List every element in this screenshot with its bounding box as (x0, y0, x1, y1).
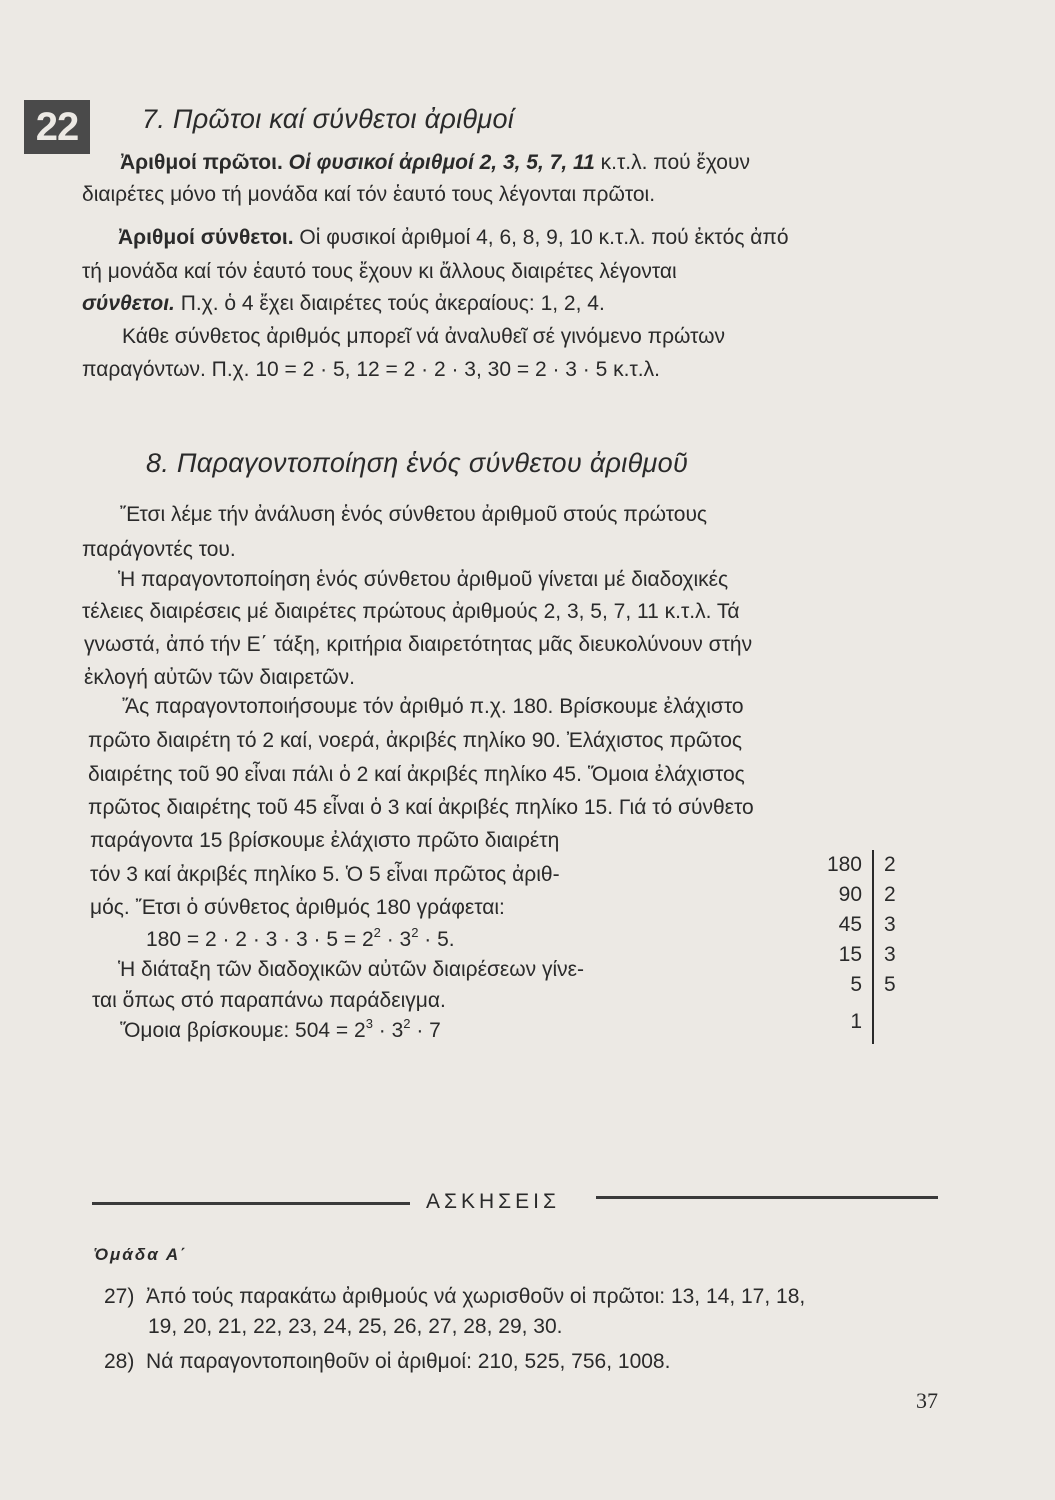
composite-definition-line-1 (118, 223, 789, 253)
section-8-line: ἐκλογή αὐτῶν τῶν διαιρετῶν. (84, 666, 355, 689)
formula-180-exp-2: 2 (411, 925, 419, 940)
factor-divisor: 3 (873, 940, 924, 970)
factor-row (812, 940, 924, 970)
factor-row (812, 970, 924, 1000)
exercise-27 (104, 1282, 805, 1312)
exercises-heading: ΑΣΚΗΣΕΙΣ (426, 1190, 560, 1213)
exercise-28 (104, 1347, 670, 1377)
composite-definition-line-3 (82, 289, 605, 319)
section-8-line: πρῶτος διαιρέτης τοῦ 45 εἶναι ὁ 3 καί ἀκριβές πηλίκο 15. Γιά τό σύνθετο (88, 796, 754, 819)
exercise-number: 28) (104, 1350, 135, 1373)
composite-line-1-rest: Οἱ φυσικοί ἀριθμοί 4, 6, 8, 9, 10 κ.τ.λ. πού ἐκτός ἀπό (293, 226, 789, 249)
formula-504-end: · 7 (410, 1019, 441, 1042)
section-8-line: Ἔτσι λέμε τήν ἀνάλυση ἑνός σύνθετου ἀριθμοῦ στούς πρώτους (120, 503, 708, 526)
composite-term: Ἀριθμοί σύνθετοι. (118, 226, 294, 249)
exercise-text: Ἀπό τούς παρακάτω ἀριθμούς νά χωρισθοῦν οἱ πρῶτοι: 13, 14, 17, 18, (146, 1285, 806, 1308)
factorization-statement-line-2: παραγόντων. Π.χ. 10 = 2 · 5, 12 = 2 · 2 · 3, 30 = 2 · 3 · 5 κ.τ.λ. (82, 358, 660, 381)
factor-number: 15 (838, 943, 862, 966)
exercise-27-continued: 19, 20, 21, 22, 23, 24, 25, 26, 27, 28, 29, 30. (148, 1315, 563, 1338)
formula-180-end: · 5. (418, 928, 455, 951)
factor-divisor (873, 1000, 924, 1044)
formula-180-lhs: 180 = 2 · 2 · 3 · 3 · 5 = 2 (146, 928, 374, 951)
chapter-badge: 22 (24, 100, 90, 154)
factorization-statement-line-1: Κάθε σύνθετος ἀριθμός μπορεῖ νά ἀναλυθεῖ σέ γινόμενο πρώτων (122, 325, 726, 348)
composite-definition-line-2: τή μονάδα καί τόν ἑαυτό τους ἔχουν κι ἄλλους διαιρέτες λέγονται (82, 260, 677, 283)
factor-number: 45 (838, 913, 862, 936)
prime-def-rest: κ.τ.λ. πού ἔχουν (594, 151, 750, 174)
factor-divisor: 2 (873, 850, 924, 880)
factor-number: 1 (850, 1010, 862, 1033)
formula-180 (146, 925, 455, 955)
factor-divisor: 5 (873, 970, 924, 1000)
section-8-line: τόν 3 καί ἀκριβές πηλίκο 5. Ὁ 5 εἶναι πρῶτος ἀριθ- (90, 863, 560, 886)
prime-examples: Οἱ φυσικοί ἀριθμοί 2, 3, 5, 7, 11 (288, 151, 595, 174)
factor-row (812, 910, 924, 940)
exercise-text: Νά παραγοντοποιηθοῦν οἱ ἀριθμοί: 210, 525, 756, 1008. (146, 1350, 671, 1373)
section-8-line: πρῶτο διαιρέτη τό 2 καί, νοερά, ἀκριβές πηλίκο 90. Ἐλάχιστος πρῶτος (88, 729, 743, 752)
factor-number: 180 (826, 853, 862, 876)
formula-504-exp-1: 3 (365, 1016, 373, 1031)
exercise-group-label: Ὁμάδα Α΄ (94, 1245, 188, 1264)
formula-504 (120, 1016, 441, 1046)
formula-504-exp-2: 2 (403, 1016, 411, 1031)
section-7-title: 7. Πρῶτοι καί σύνθετοι ἀριθμοί (142, 104, 515, 134)
factor-divisor: 3 (873, 910, 924, 940)
page-number: 37 (916, 1388, 938, 1413)
formula-180-mid: · 3 (380, 928, 412, 951)
section-8-after-line: ται ὅπως στό παραπάνω παράδειγμα. (92, 989, 446, 1012)
factor-row (812, 850, 924, 880)
formula-504-mid: · 3 (372, 1019, 404, 1042)
factor-divisor: 2 (873, 880, 924, 910)
exercises-rule-left (92, 1202, 410, 1205)
section-8-line: διαιρέτης τοῦ 90 εἶναι πάλι ὁ 2 καί ἀκριβές πηλίκο 45. Ὅμοια ἐλάχιστος (88, 763, 745, 786)
exercise-number: 27) (104, 1285, 135, 1308)
factor-number: 5 (850, 973, 862, 996)
factorization-table (812, 850, 924, 1044)
section-8-line: Ἡ παραγοντοποίηση ἑνός σύνθετου ἀριθμοῦ γίνεται μέ διαδοχικές (118, 568, 729, 591)
section-8-line: γνωστά, ἀπό τήν Ε΄ τάξη, κριτήρια διαιρετότητας μᾶς διευκολύνουν στήν (84, 633, 753, 656)
composite-word: σύνθετοι. (82, 292, 175, 315)
prime-definition-line-2: διαιρέτες μόνο τή μονάδα καί τόν ἑαυτό τους λέγονται πρῶτοι. (82, 183, 656, 206)
section-8-line: παράγοντές του. (82, 538, 236, 561)
section-8-title: 8. Παραγοντοποίηση ἑνός σύνθετου ἀριθμοῦ (146, 448, 689, 478)
section-8-after-line: Ἡ διάταξη τῶν διαδοχικῶν αὐτῶν διαιρέσεων γίνε- (118, 958, 585, 981)
formula-180-exp-1: 2 (373, 925, 381, 940)
exercises-rule-right (596, 1196, 938, 1199)
formula-504-lhs: Ὅμοια βρίσκουμε: 504 = 2 (120, 1019, 366, 1042)
prime-term: Ἀριθμοί πρῶτοι. (120, 151, 283, 174)
prime-definition-line-1 (120, 148, 750, 178)
section-8-line: παράγοντα 15 βρίσκουμε ἐλάχιστο πρῶτο διαιρέτη (90, 829, 560, 852)
factor-number: 90 (838, 883, 862, 906)
section-8-line: τέλειες διαιρέσεις μέ διαιρέτες πρώτους ἀριθμούς 2, 3, 5, 7, 11 κ.τ.λ. Τά (82, 600, 740, 623)
factor-row (812, 880, 924, 910)
composite-line-3-rest: Π.χ. ὁ 4 ἔχει διαιρέτες τούς ἀκεραίους: 1, 2, 4. (174, 292, 605, 315)
section-8-line: Ἄς παραγοντοποιήσουμε τόν ἀριθμό π.χ. 180. Βρίσκουμε ἐλάχιστο (122, 695, 744, 718)
section-8-line: μός. Ἔτσι ὁ σύνθετος ἀριθμός 180 γράφεται: (90, 896, 505, 919)
factor-row (812, 1000, 924, 1044)
